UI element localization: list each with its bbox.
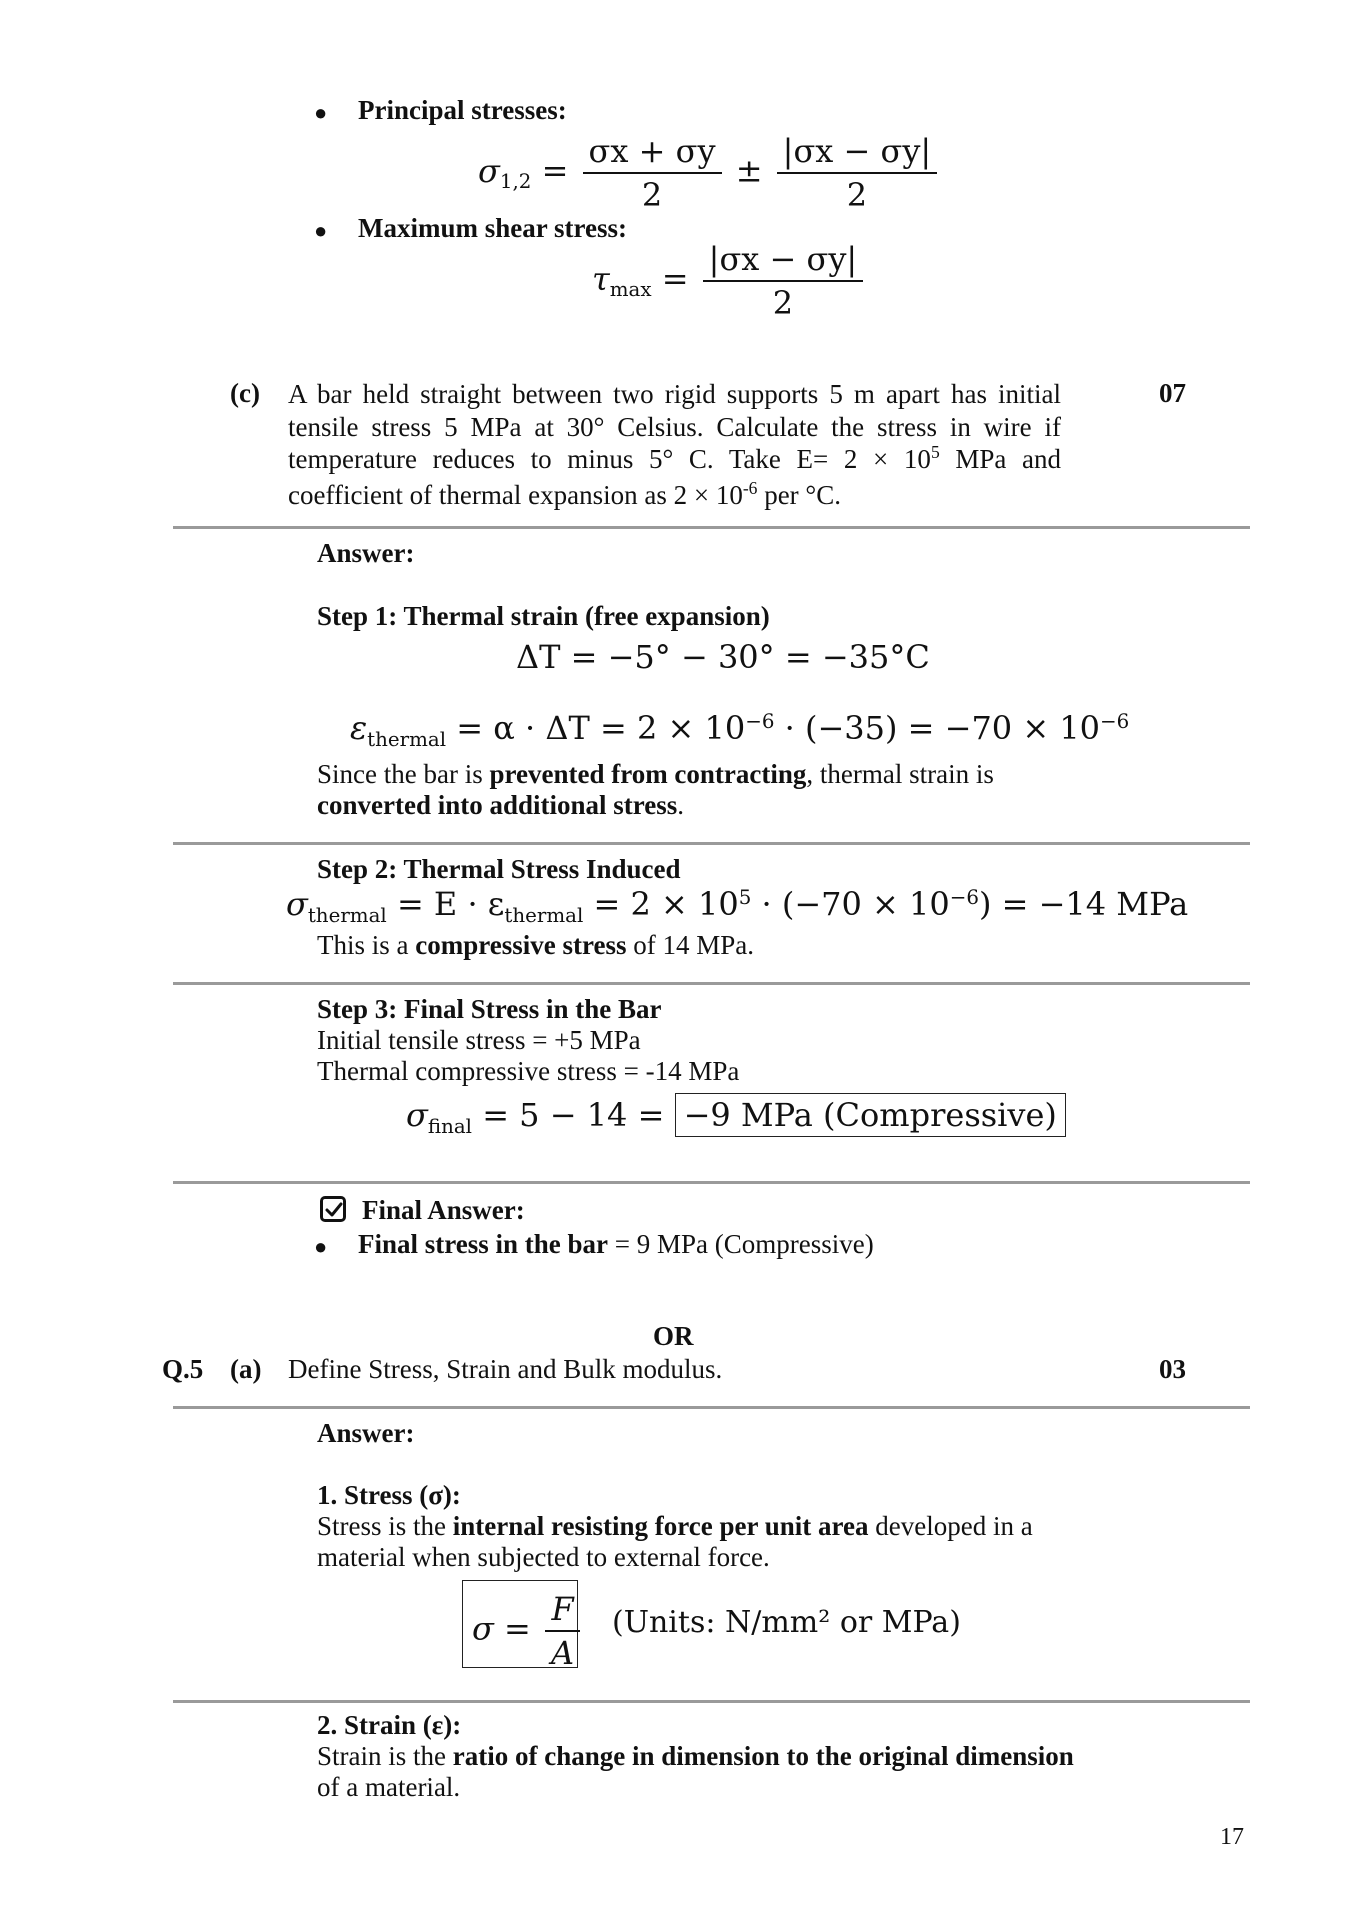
divider [173, 842, 1250, 845]
bullet-marker: ● [314, 218, 328, 243]
principal-stress-equation: $\sigma_{1,2}$ = $\frac{\sigma x + \sigma y}{2}$ ± $\frac{|\sigma x - \sigma y|}{2}$ [478, 132, 941, 214]
answer-label: Answer: [317, 538, 415, 568]
checkbox-checked-icon [320, 1196, 346, 1222]
or-separator: OR [653, 1321, 694, 1351]
divider [173, 1700, 1250, 1703]
max-shear-heading: Maximum shear stress: [358, 213, 627, 243]
divider [173, 1406, 1250, 1409]
final-answer-text: Final stress in the bar = 9 MPa (Compressive) [358, 1229, 874, 1259]
thermal-strain-equation: $\varepsilon_{thermal} = \alpha \cdot \Delta T = 2 \times 10^{-6} \cdot (-35) = -70 \times 10^{-6}$ [350, 709, 1130, 751]
principal-stresses-heading: Principal stresses: [358, 95, 567, 125]
stress-definition: 1. Stress (σ): Stress is the internal resisting force per unit area developed in a material when subjected to external force. [317, 1480, 1033, 1572]
page-number: 17 [1220, 1824, 1244, 1850]
bullet-marker: ● [314, 1234, 328, 1259]
question-a-text: Define Stress, Strain and Bulk modulus. [288, 1354, 723, 1384]
question-c-label: (c) [230, 378, 260, 408]
final-stress-equation: $\sigma_{final} = 5 - 14 = -9$ MPa (Compressive) [406, 1096, 1066, 1134]
question-a-label: (a) [230, 1354, 262, 1384]
question-c-marks: 07 [1159, 378, 1186, 408]
step1-heading: Step 1: Thermal strain (free expansion) [317, 601, 770, 631]
question-c-text: A bar held straight between two rigid supports 5 m apart has initial tensile stress 5 MPa at 30° Celsius. Calculate the stress in wire if temperature reduces to minus 5° C. Take $E= 2 \times 10^5$ MPa and coefficient of thermal expansion as $2 \times 10^{-6}$ per °C. [288, 379, 1061, 510]
bullet-marker: ● [314, 100, 328, 125]
step2-explanation: This is a compressive stress of 14 MPa. [317, 930, 754, 960]
step3-block: Step 3: Final Stress in the Bar Initial tensile stress = +5 MPa Thermal compressive stress = -14 MPa [317, 994, 740, 1086]
final-stress-box: −9 MPa (Compressive) [675, 1093, 1066, 1137]
step2-heading: Step 2: Thermal Stress Induced [317, 854, 681, 884]
final-answer-heading: Final Answer: [362, 1195, 525, 1225]
divider [173, 1181, 1250, 1184]
stress-formula: σ = $\frac{F}{A}$ [472, 1590, 584, 1672]
step1-explanation: Since the bar is prevented from contracting, thermal strain is converted into additional stress. [317, 759, 994, 820]
question-number: Q.5 [162, 1354, 204, 1384]
thermal-stress-equation: $\sigma_{thermal} = E \cdot \varepsilon_{thermal} = 2 \times 10^5 \cdot (-70 \times 10^{-6}) = -14$ MPa [286, 885, 1189, 927]
delta-t-equation: ΔT = −5° − 30° = −35°C [516, 638, 930, 676]
strain-definition: 2. Strain (ε): Strain is the ratio of change in dimension to the original dimension of a material. [317, 1710, 1074, 1802]
question-a-marks: 03 [1159, 1354, 1186, 1384]
max-shear-equation: $\tau_{max}$ = $\frac{|\sigma x - \sigma y|}{2}$ [592, 240, 867, 322]
divider [173, 526, 1250, 529]
stress-units: (Units: N/mm² or MPa) [612, 1605, 961, 1640]
answer-label: Answer: [317, 1418, 415, 1448]
divider [173, 982, 1250, 985]
